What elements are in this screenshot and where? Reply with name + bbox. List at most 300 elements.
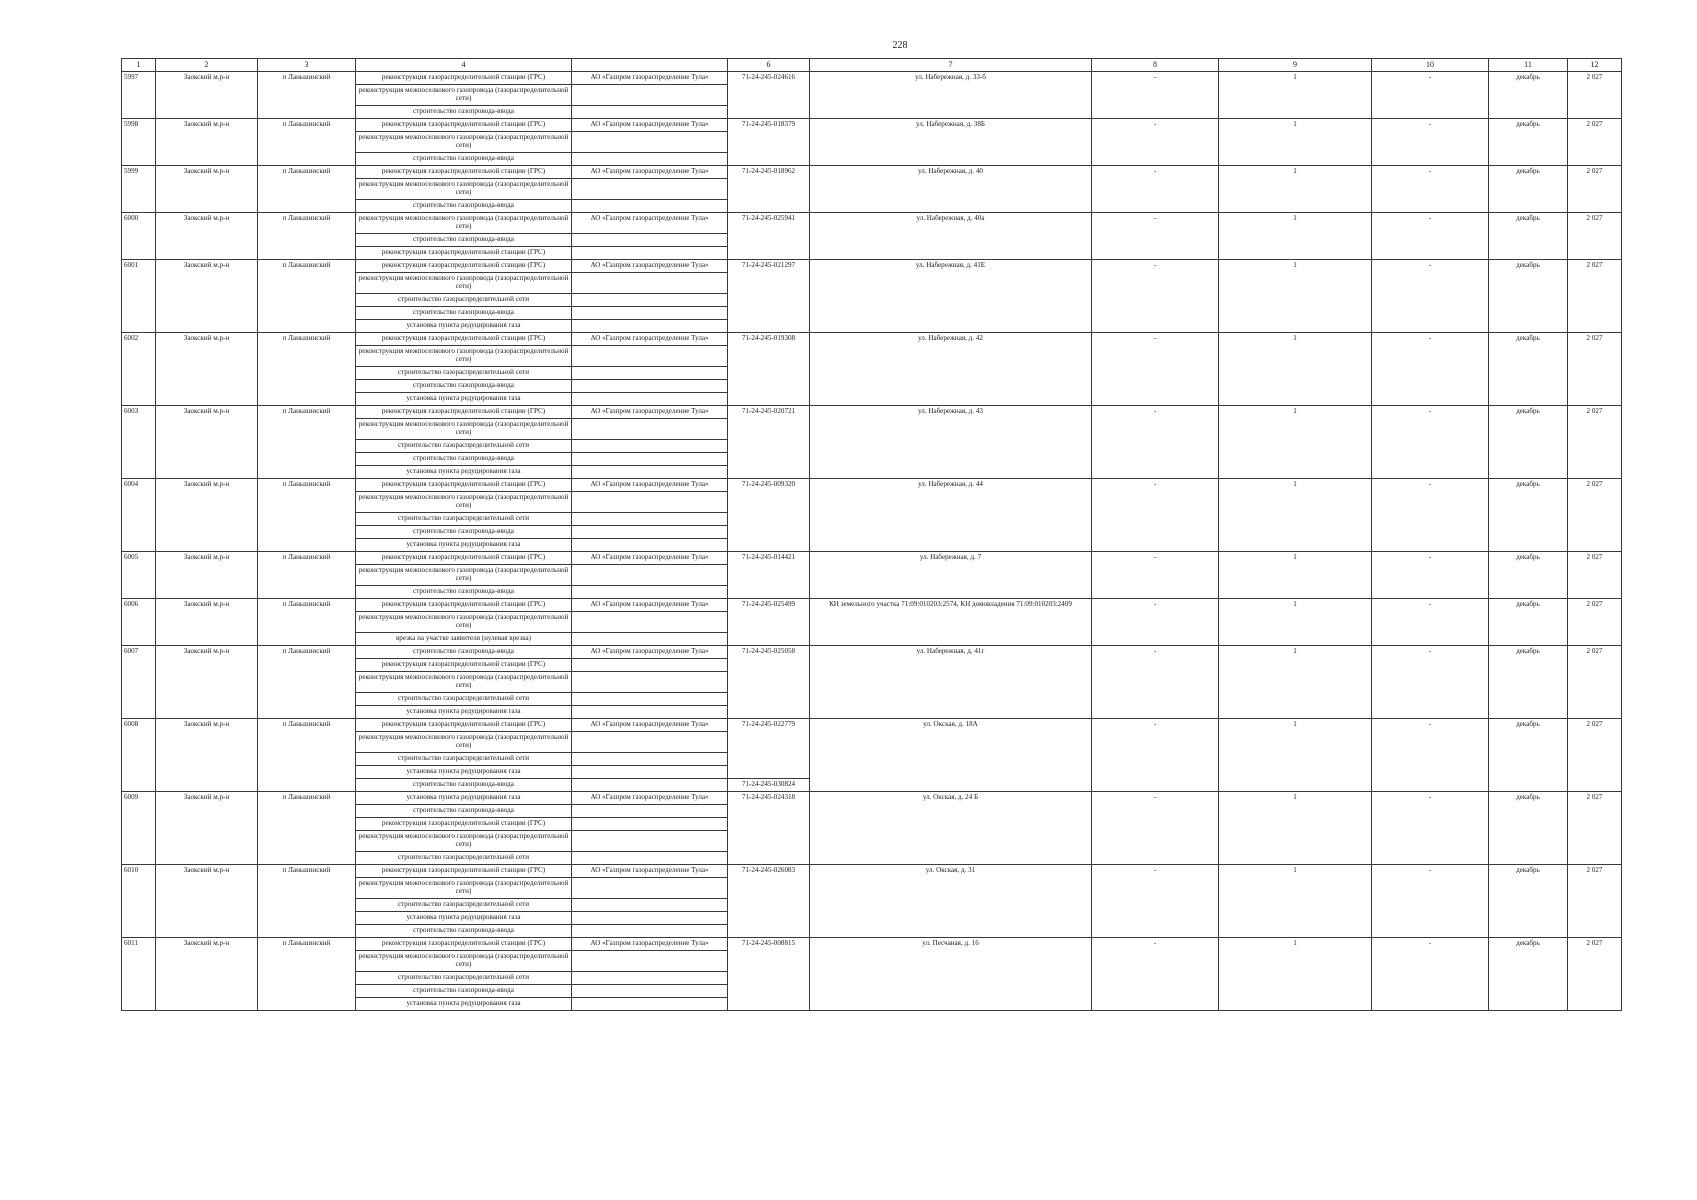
code-cell: 71-24-245-019308 (728, 333, 810, 406)
work-cell: строительство газопровода-ввода (356, 153, 572, 166)
row-number: 6011 (122, 938, 156, 1011)
work-cell: реконструкция газораспределительной станции (ГРС) (356, 552, 572, 565)
work-cell: строительство газопровода-ввода (356, 805, 572, 818)
work-cell: реконструкция газораспределительной станции (ГРС) (356, 865, 572, 878)
address-cell: ул. Окская, д. 18А (810, 719, 1092, 792)
settlement-cell: п Ланьшинский (258, 119, 356, 166)
year-cell: 2 027 (1568, 213, 1622, 260)
code-cell: 71-24-245-020721 (728, 406, 810, 479)
settlement-cell: п Ланьшинский (258, 166, 356, 213)
org-cell: АО «Газпром газораспределение Тула» (572, 599, 728, 612)
work-cell: установка пункта редуцирования газа (356, 539, 572, 552)
col10-cell: - (1372, 792, 1489, 865)
work-cell: установка пункта редуцирования газа (356, 766, 572, 779)
code-cell: 71-24-245-025058 (728, 646, 810, 719)
org-empty-cell (572, 998, 728, 1011)
month-cell: декабрь (1489, 213, 1568, 260)
org-empty-cell (572, 985, 728, 998)
org-cell: АО «Газпром газораспределение Тула» (572, 333, 728, 346)
work-cell: реконструкция межпоселкового газопровода (газораспределительной сети) (356, 732, 572, 753)
work-cell: реконструкция межпоселкового газопровода (газораспределительной сети) (356, 213, 572, 234)
address-cell: ул. Окская, д. 31 (810, 865, 1092, 938)
code-cell: 71-24-245-018962 (728, 166, 810, 213)
col9-cell: 1 (1219, 260, 1372, 333)
settlement-cell: п Ланьшинский (258, 646, 356, 719)
col8-cell: - (1092, 599, 1219, 646)
col8-cell: - (1092, 646, 1219, 719)
work-cell: строительство газопровода-ввода (356, 586, 572, 599)
work-cell: реконструкция межпоселкового газопровода (газораспределительной сети) (356, 492, 572, 513)
data-table (121, 58, 1622, 1011)
year-cell: 2 027 (1568, 865, 1622, 938)
settlement-cell: п Ланьшинский (258, 406, 356, 479)
org-cell: АО «Газпром газораспределение Тула» (572, 719, 728, 732)
header-cell: 6 (728, 59, 810, 72)
table-row (122, 792, 1622, 805)
district-cell: Заокский м.р-н (156, 213, 258, 260)
work-cell: реконструкция межпоселкового газопровода (газораспределительной сети) (356, 951, 572, 972)
settlement-cell: п Ланьшинский (258, 599, 356, 646)
year-cell: 2 027 (1568, 646, 1622, 719)
col10-cell: - (1372, 72, 1489, 119)
org-cell: АО «Газпром газораспределение Тула» (572, 213, 728, 234)
month-cell: декабрь (1489, 938, 1568, 1011)
org-empty-cell (572, 367, 728, 380)
org-empty-cell (572, 912, 728, 925)
address-cell: ул. Набережная, д. 40а (810, 213, 1092, 260)
district-cell: Заокский м.р-н (156, 599, 258, 646)
header-cell: 7 (810, 59, 1092, 72)
work-cell: реконструкция газораспределительной станции (ГРС) (356, 818, 572, 831)
table-row (122, 865, 1622, 878)
org-empty-cell (572, 200, 728, 213)
district-cell: Заокский м.р-н (156, 479, 258, 552)
work-cell: реконструкция межпоселкового газопровода (газораспределительной сети) (356, 672, 572, 693)
work-cell: реконструкция межпоселкового газопровода (газораспределительной сети) (356, 273, 572, 294)
org-empty-cell (572, 672, 728, 693)
work-cell: реконструкция межпоселкового газопровода (газораспределительной сети) (356, 878, 572, 899)
org-empty-cell (572, 633, 728, 646)
work-cell: строительство газопровода-ввода (356, 106, 572, 119)
address-cell: ул. Набережная, д. 43 (810, 406, 1092, 479)
header-cell: 8 (1092, 59, 1219, 72)
work-cell: реконструкция газораспределительной станции (ГРС) (356, 406, 572, 419)
month-cell: декабрь (1489, 333, 1568, 406)
header-cell: 3 (258, 59, 356, 72)
org-empty-cell (572, 586, 728, 599)
table-row (122, 213, 1622, 234)
org-empty-cell (572, 779, 728, 792)
code-cell: 71-24-245-024318 (728, 792, 810, 865)
district-cell: Заокский м.р-н (156, 166, 258, 213)
org-empty-cell (572, 307, 728, 320)
work-cell: реконструкция межпоселкового газопровода (газораспределительной сети) (356, 612, 572, 633)
year-cell: 2 027 (1568, 938, 1622, 1011)
settlement-cell: п Ланьшинский (258, 792, 356, 865)
year-cell: 2 027 (1568, 792, 1622, 865)
district-cell: Заокский м.р-н (156, 646, 258, 719)
org-empty-cell (572, 466, 728, 479)
work-cell: реконструкция газораспределительной станции (ГРС) (356, 333, 572, 346)
row-number: 5999 (122, 166, 156, 213)
table-row (122, 406, 1622, 419)
org-cell: АО «Газпром газораспределение Тула» (572, 72, 728, 85)
work-cell: реконструкция газораспределительной станции (ГРС) (356, 260, 572, 273)
work-cell: реконструкция межпоселкового газопровода (газораспределительной сети) (356, 346, 572, 367)
org-empty-cell (572, 852, 728, 865)
col8-cell: - (1092, 552, 1219, 599)
work-cell: строительство газопровода-ввода (356, 380, 572, 393)
work-cell: реконструкция газораспределительной станции (ГРС) (356, 938, 572, 951)
work-cell: реконструкция межпоселкового газопровода (газораспределительной сети) (356, 831, 572, 852)
work-cell: реконструкция межпоселкового газопровода (газораспределительной сети) (356, 85, 572, 106)
work-cell: строительство газопровода-ввода (356, 200, 572, 213)
district-cell: Заокский м.р-н (156, 719, 258, 792)
settlement-cell: п Ланьшинский (258, 479, 356, 552)
org-empty-cell (572, 951, 728, 972)
address-cell: ул. Набережная, д. 44 (810, 479, 1092, 552)
work-cell: строительство газопровода-ввода (356, 925, 572, 938)
org-cell: АО «Газпром газораспределение Тула» (572, 479, 728, 492)
work-cell: реконструкция газораспределительной станции (ГРС) (356, 599, 572, 612)
row-number: 6001 (122, 260, 156, 333)
code-cell: 71-24-245-024616 (728, 72, 810, 119)
org-empty-cell (572, 539, 728, 552)
col8-cell: - (1092, 166, 1219, 213)
col10-cell: - (1372, 865, 1489, 938)
address-cell: ул. Набережная, д. 40 (810, 166, 1092, 213)
col10-cell: - (1372, 599, 1489, 646)
col10-cell: - (1372, 333, 1489, 406)
month-cell: декабрь (1489, 552, 1568, 599)
table-row (122, 479, 1622, 492)
work-cell: реконструкция газораспределительной станции (ГРС) (356, 119, 572, 132)
work-cell: реконструкция межпоселкового газопровода (газораспределительной сети) (356, 419, 572, 440)
row-number: 6010 (122, 865, 156, 938)
col8-cell: - (1092, 333, 1219, 406)
org-empty-cell (572, 706, 728, 719)
org-empty-cell (572, 492, 728, 513)
org-empty-cell (572, 513, 728, 526)
org-empty-cell (572, 526, 728, 539)
org-empty-cell (572, 753, 728, 766)
month-cell: декабрь (1489, 719, 1568, 792)
col10-cell: - (1372, 406, 1489, 479)
org-empty-cell (572, 106, 728, 119)
work-cell: реконструкция газораспределительной станции (ГРС) (356, 659, 572, 672)
org-empty-cell (572, 732, 728, 753)
district-cell: Заокский м.р-н (156, 333, 258, 406)
work-cell: врезка на участке заявителя (нулевая врезка) (356, 633, 572, 646)
settlement-cell: п Ланьшинский (258, 938, 356, 1011)
address-cell: ул. Набережная, д. 38Б (810, 119, 1092, 166)
district-cell: Заокский м.р-н (156, 72, 258, 119)
year-cell: 2 027 (1568, 599, 1622, 646)
row-number: 6000 (122, 213, 156, 260)
code-cell: 71-24-245-018379 (728, 119, 810, 166)
col9-cell: 1 (1219, 552, 1372, 599)
table-row (122, 333, 1622, 346)
org-empty-cell (572, 179, 728, 200)
org-cell: АО «Газпром газораспределение Тула» (572, 552, 728, 565)
district-cell: Заокский м.р-н (156, 260, 258, 333)
header-cell: 11 (1489, 59, 1568, 72)
org-cell: АО «Газпром газораспределение Тула» (572, 119, 728, 132)
header-cell: 4 (356, 59, 572, 72)
col8-cell: - (1092, 213, 1219, 260)
col9-cell: 1 (1219, 938, 1372, 1011)
col10-cell: - (1372, 719, 1489, 792)
col10-cell: - (1372, 166, 1489, 213)
col8-cell: - (1092, 865, 1219, 938)
month-cell: декабрь (1489, 479, 1568, 552)
org-empty-cell (572, 831, 728, 852)
work-cell: строительство газопровода-ввода (356, 985, 572, 998)
district-cell: Заокский м.р-н (156, 552, 258, 599)
month-cell: декабрь (1489, 792, 1568, 865)
col10-cell: - (1372, 938, 1489, 1011)
org-empty-cell (572, 659, 728, 672)
work-cell: строительство газораспределительной сети (356, 440, 572, 453)
work-cell: строительство газораспределительной сети (356, 899, 572, 912)
code-cell: 71-24-245-009320 (728, 479, 810, 552)
year-cell: 2 027 (1568, 406, 1622, 479)
col10-cell: - (1372, 479, 1489, 552)
address-cell: ул. Набережная, д. 7 (810, 552, 1092, 599)
col9-cell: 1 (1219, 213, 1372, 260)
address-cell: ул. Песчаная, д. 16 (810, 938, 1092, 1011)
work-cell: строительство газопровода-ввода (356, 234, 572, 247)
table-row (122, 599, 1622, 612)
header-cell: 9 (1219, 59, 1372, 72)
code-cell: 71-24-245-025499 (728, 599, 810, 646)
org-empty-cell (572, 766, 728, 779)
work-cell: установка пункта редуцирования газа (356, 466, 572, 479)
org-cell: АО «Газпром газораспределение Тула» (572, 406, 728, 419)
table-row (122, 72, 1622, 85)
code-cell: 71-24-245-021297 (728, 260, 810, 333)
table-row (122, 646, 1622, 659)
work-cell: реконструкция газораспределительной станции (ГРС) (356, 72, 572, 85)
org-cell: АО «Газпром газораспределение Тула» (572, 938, 728, 951)
table-row (122, 552, 1622, 565)
address-cell: ул. Набережная, д. 42 (810, 333, 1092, 406)
work-cell: строительство газораспределительной сети (356, 972, 572, 985)
month-cell: декабрь (1489, 260, 1568, 333)
year-cell: 2 027 (1568, 719, 1622, 792)
col9-cell: 1 (1219, 333, 1372, 406)
work-cell: установка пункта редуцирования газа (356, 792, 572, 805)
address-cell: ул. Набережная, д. 41Е (810, 260, 1092, 333)
work-cell: реконструкция газораспределительной станции (ГРС) (356, 166, 572, 179)
col9-cell: 1 (1219, 119, 1372, 166)
org-cell: АО «Газпром газораспределение Тула» (572, 646, 728, 659)
work-cell: строительство газораспределительной сети (356, 753, 572, 766)
year-cell: 2 027 (1568, 479, 1622, 552)
col9-cell: 1 (1219, 646, 1372, 719)
col8-cell: - (1092, 719, 1219, 792)
org-empty-cell (572, 393, 728, 406)
col10-cell: - (1372, 119, 1489, 166)
row-number: 5997 (122, 72, 156, 119)
year-cell: 2 027 (1568, 119, 1622, 166)
col9-cell: 1 (1219, 166, 1372, 213)
header-cell: 1 (122, 59, 156, 72)
page-number: 228 (892, 40, 908, 51)
col8-cell: - (1092, 260, 1219, 333)
work-cell: установка пункта редуцирования газа (356, 320, 572, 333)
org-empty-cell (572, 380, 728, 393)
work-cell: строительство газопровода-ввода (356, 779, 572, 792)
year-cell: 2 027 (1568, 166, 1622, 213)
work-cell: строительство газопровода-ввода (356, 646, 572, 659)
work-cell: установка пункта редуцирования газа (356, 393, 572, 406)
work-cell: реконструкция межпоселкового газопровода (газораспределительной сети) (356, 565, 572, 586)
org-empty-cell (572, 234, 728, 247)
code-cell: 71-24-245-022779 (728, 719, 810, 779)
col10-cell: - (1372, 646, 1489, 719)
work-cell: установка пункта редуцирования газа (356, 998, 572, 1011)
work-cell: строительство газораспределительной сети (356, 513, 572, 526)
month-cell: декабрь (1489, 166, 1568, 213)
org-empty-cell (572, 346, 728, 367)
address-cell: ул. Набережная, д. 33-б (810, 72, 1092, 119)
col10-cell: - (1372, 213, 1489, 260)
org-empty-cell (572, 805, 728, 818)
org-empty-cell (572, 247, 728, 260)
org-empty-cell (572, 273, 728, 294)
org-empty-cell (572, 818, 728, 831)
org-empty-cell (572, 453, 728, 466)
header-cell: 2 (156, 59, 258, 72)
month-cell: декабрь (1489, 865, 1568, 938)
col10-cell: - (1372, 260, 1489, 333)
settlement-cell: п Ланьшинский (258, 260, 356, 333)
district-cell: Заокский м.р-н (156, 119, 258, 166)
district-cell: Заокский м.р-н (156, 406, 258, 479)
org-cell: АО «Газпром газораспределение Тула» (572, 792, 728, 805)
row-number: 6007 (122, 646, 156, 719)
col8-cell: - (1092, 479, 1219, 552)
year-cell: 2 027 (1568, 260, 1622, 333)
code-cell: 71-24-245-025941 (728, 213, 810, 260)
work-cell: строительство газопровода-ввода (356, 453, 572, 466)
header-cell: 10 (1372, 59, 1489, 72)
work-cell: строительство газораспределительной сети (356, 693, 572, 706)
settlement-cell: п Ланьшинский (258, 213, 356, 260)
org-empty-cell (572, 153, 728, 166)
code-cell: 71-24-245-008815 (728, 938, 810, 1011)
col9-cell: 1 (1219, 719, 1372, 792)
header-cell (572, 59, 728, 72)
org-empty-cell (572, 294, 728, 307)
org-cell: АО «Газпром газораспределение Тула» (572, 260, 728, 273)
org-cell: АО «Газпром газораспределение Тула» (572, 166, 728, 179)
col10-cell: - (1372, 552, 1489, 599)
col8-cell: - (1092, 406, 1219, 479)
settlement-cell: п Ланьшинский (258, 333, 356, 406)
table-row (122, 119, 1622, 132)
org-empty-cell (572, 972, 728, 985)
col9-cell: 1 (1219, 479, 1372, 552)
work-cell: реконструкция газораспределительной станции (ГРС) (356, 247, 572, 260)
col8-cell: - (1092, 792, 1219, 865)
row-number: 6004 (122, 479, 156, 552)
table-row (122, 938, 1622, 951)
month-cell: декабрь (1489, 599, 1568, 646)
col9-cell: 1 (1219, 72, 1372, 119)
org-empty-cell (572, 925, 728, 938)
work-cell: строительство газопровода-ввода (356, 526, 572, 539)
org-empty-cell (572, 419, 728, 440)
col8-cell: - (1092, 938, 1219, 1011)
month-cell: декабрь (1489, 72, 1568, 119)
col9-cell: 1 (1219, 792, 1372, 865)
org-empty-cell (572, 693, 728, 706)
col9-cell: 1 (1219, 865, 1372, 938)
district-cell: Заокский м.р-н (156, 792, 258, 865)
col9-cell: 1 (1219, 406, 1372, 479)
address-cell: КН земельного участка 71:09:010203:2574, КН домовладения 71:09:010203:2409 (810, 599, 1092, 646)
row-number: 6008 (122, 719, 156, 792)
month-cell: декабрь (1489, 406, 1568, 479)
work-cell: строительство газопровода-ввода (356, 307, 572, 320)
settlement-cell: п Ланьшинский (258, 719, 356, 792)
work-cell: реконструкция межпоселкового газопровода (газораспределительной сети) (356, 132, 572, 153)
table-row (122, 166, 1622, 179)
org-empty-cell (572, 565, 728, 586)
header-row (122, 59, 1622, 72)
org-empty-cell (572, 878, 728, 899)
row-number: 5998 (122, 119, 156, 166)
table-row (122, 719, 1622, 732)
org-empty-cell (572, 440, 728, 453)
month-cell: декабрь (1489, 119, 1568, 166)
year-cell: 2 027 (1568, 333, 1622, 406)
org-cell: АО «Газпром газораспределение Тула» (572, 865, 728, 878)
org-empty-cell (572, 320, 728, 333)
year-cell: 2 027 (1568, 72, 1622, 119)
row-number: 6002 (122, 333, 156, 406)
col9-cell: 1 (1219, 599, 1372, 646)
org-empty-cell (572, 132, 728, 153)
org-empty-cell (572, 899, 728, 912)
address-cell: ул. Набережная, д. 41г (810, 646, 1092, 719)
col8-cell: - (1092, 119, 1219, 166)
settlement-cell: п Ланьшинский (258, 552, 356, 599)
work-cell: реконструкция межпоселкового газопровода (газораспределительной сети) (356, 179, 572, 200)
address-cell: ул. Окская, д. 24 Б (810, 792, 1092, 865)
table-row (122, 260, 1622, 273)
district-cell: Заокский м.р-н (156, 938, 258, 1011)
code-cell: 71-24-245-026083 (728, 865, 810, 938)
work-cell: строительство газораспределительной сети (356, 852, 572, 865)
work-cell: установка пункта редуцирования газа (356, 912, 572, 925)
code-cell: 71-24-245-014421 (728, 552, 810, 599)
row-number: 6009 (122, 792, 156, 865)
work-cell: строительство газораспределительной сети (356, 294, 572, 307)
row-number: 6005 (122, 552, 156, 599)
district-cell: Заокский м.р-н (156, 865, 258, 938)
header-cell: 12 (1568, 59, 1622, 72)
work-cell: реконструкция газораспределительной станции (ГРС) (356, 719, 572, 732)
settlement-cell: п Ланьшинский (258, 865, 356, 938)
settlement-cell: п Ланьшинский (258, 72, 356, 119)
col8-cell: - (1092, 72, 1219, 119)
row-number: 6006 (122, 599, 156, 646)
org-empty-cell (572, 85, 728, 106)
year-cell: 2 027 (1568, 552, 1622, 599)
